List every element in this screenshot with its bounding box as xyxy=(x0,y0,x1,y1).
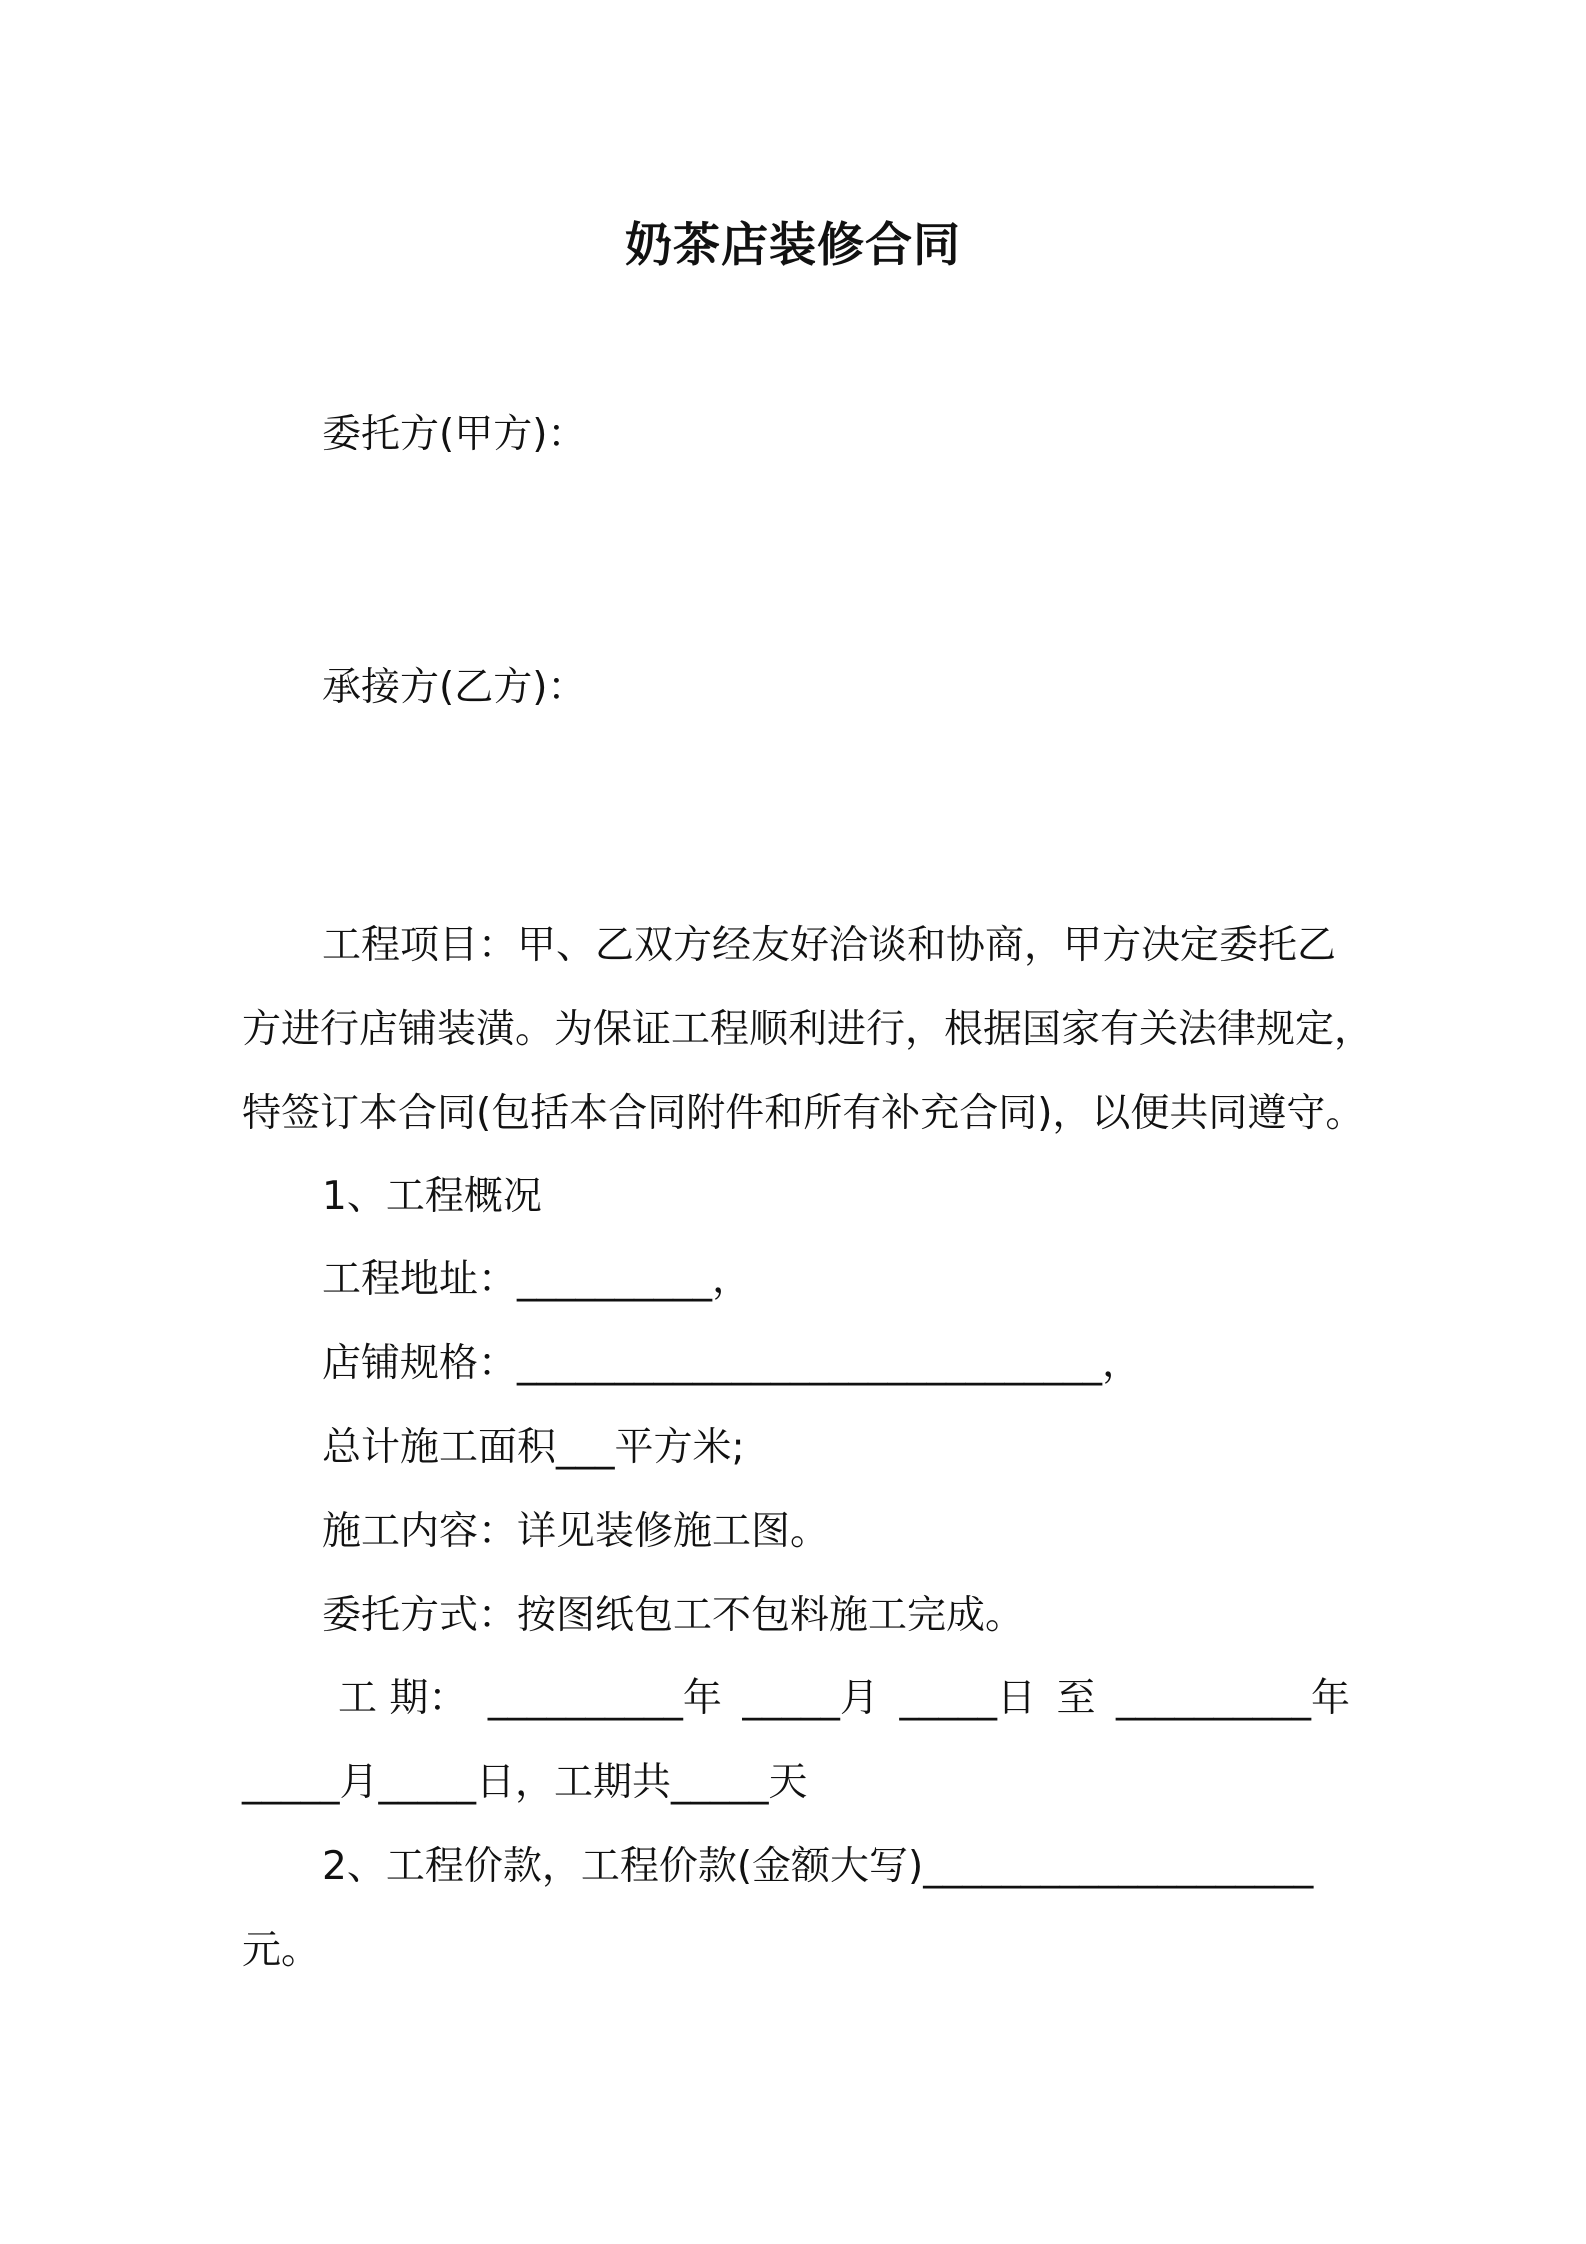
project-address-field: 工程地址：__________， xyxy=(322,1257,752,1302)
period-start-year: __________年 xyxy=(487,1676,722,1721)
construction-content-field: 施工内容：详见装修施工图。 xyxy=(322,1509,830,1554)
section-2-price-line: 2、工程价款，工程价款(金额大写)____________________ xyxy=(322,1844,1314,1889)
period-to: 至 xyxy=(1056,1676,1096,1721)
intro-line-3: 特签订本合同(包括本合同附件和所有补充合同)，以便共同遵守。 xyxy=(242,1091,1365,1136)
section-2-price-unit: 元。 xyxy=(242,1928,321,1973)
period-label: 工 期： xyxy=(338,1676,468,1721)
client-party-label: 委托方(甲方)： xyxy=(322,412,587,457)
intro-line-2: 方进行店铺装潢。为保证工程顺利进行，根据国家有关法律规定， xyxy=(242,1007,1374,1052)
period-start-day: _____日 xyxy=(899,1676,1036,1721)
period-start-month: _____月 xyxy=(742,1676,879,1721)
shop-spec-field: 店铺规格：______________________________， xyxy=(322,1341,1142,1386)
section-1-heading: 1、工程概况 xyxy=(322,1174,542,1219)
construction-period-line-2: _____月_____日，工期共_____天 xyxy=(242,1760,808,1805)
intro-line-1: 工程项目：甲、乙双方经友好洽谈和协商，甲方决定委托乙 xyxy=(322,923,1337,968)
construction-area-field: 总计施工面积___平方米; xyxy=(322,1425,745,1470)
commission-method-field: 委托方式：按图纸包工不包料施工完成。 xyxy=(322,1593,1025,1638)
contractor-party-label: 承接方(乙方)： xyxy=(322,665,587,710)
construction-period-line xyxy=(338,1675,1350,1723)
document-title: 奶茶店装修合同 xyxy=(625,218,961,273)
period-end-year: __________年 xyxy=(1115,1676,1350,1721)
